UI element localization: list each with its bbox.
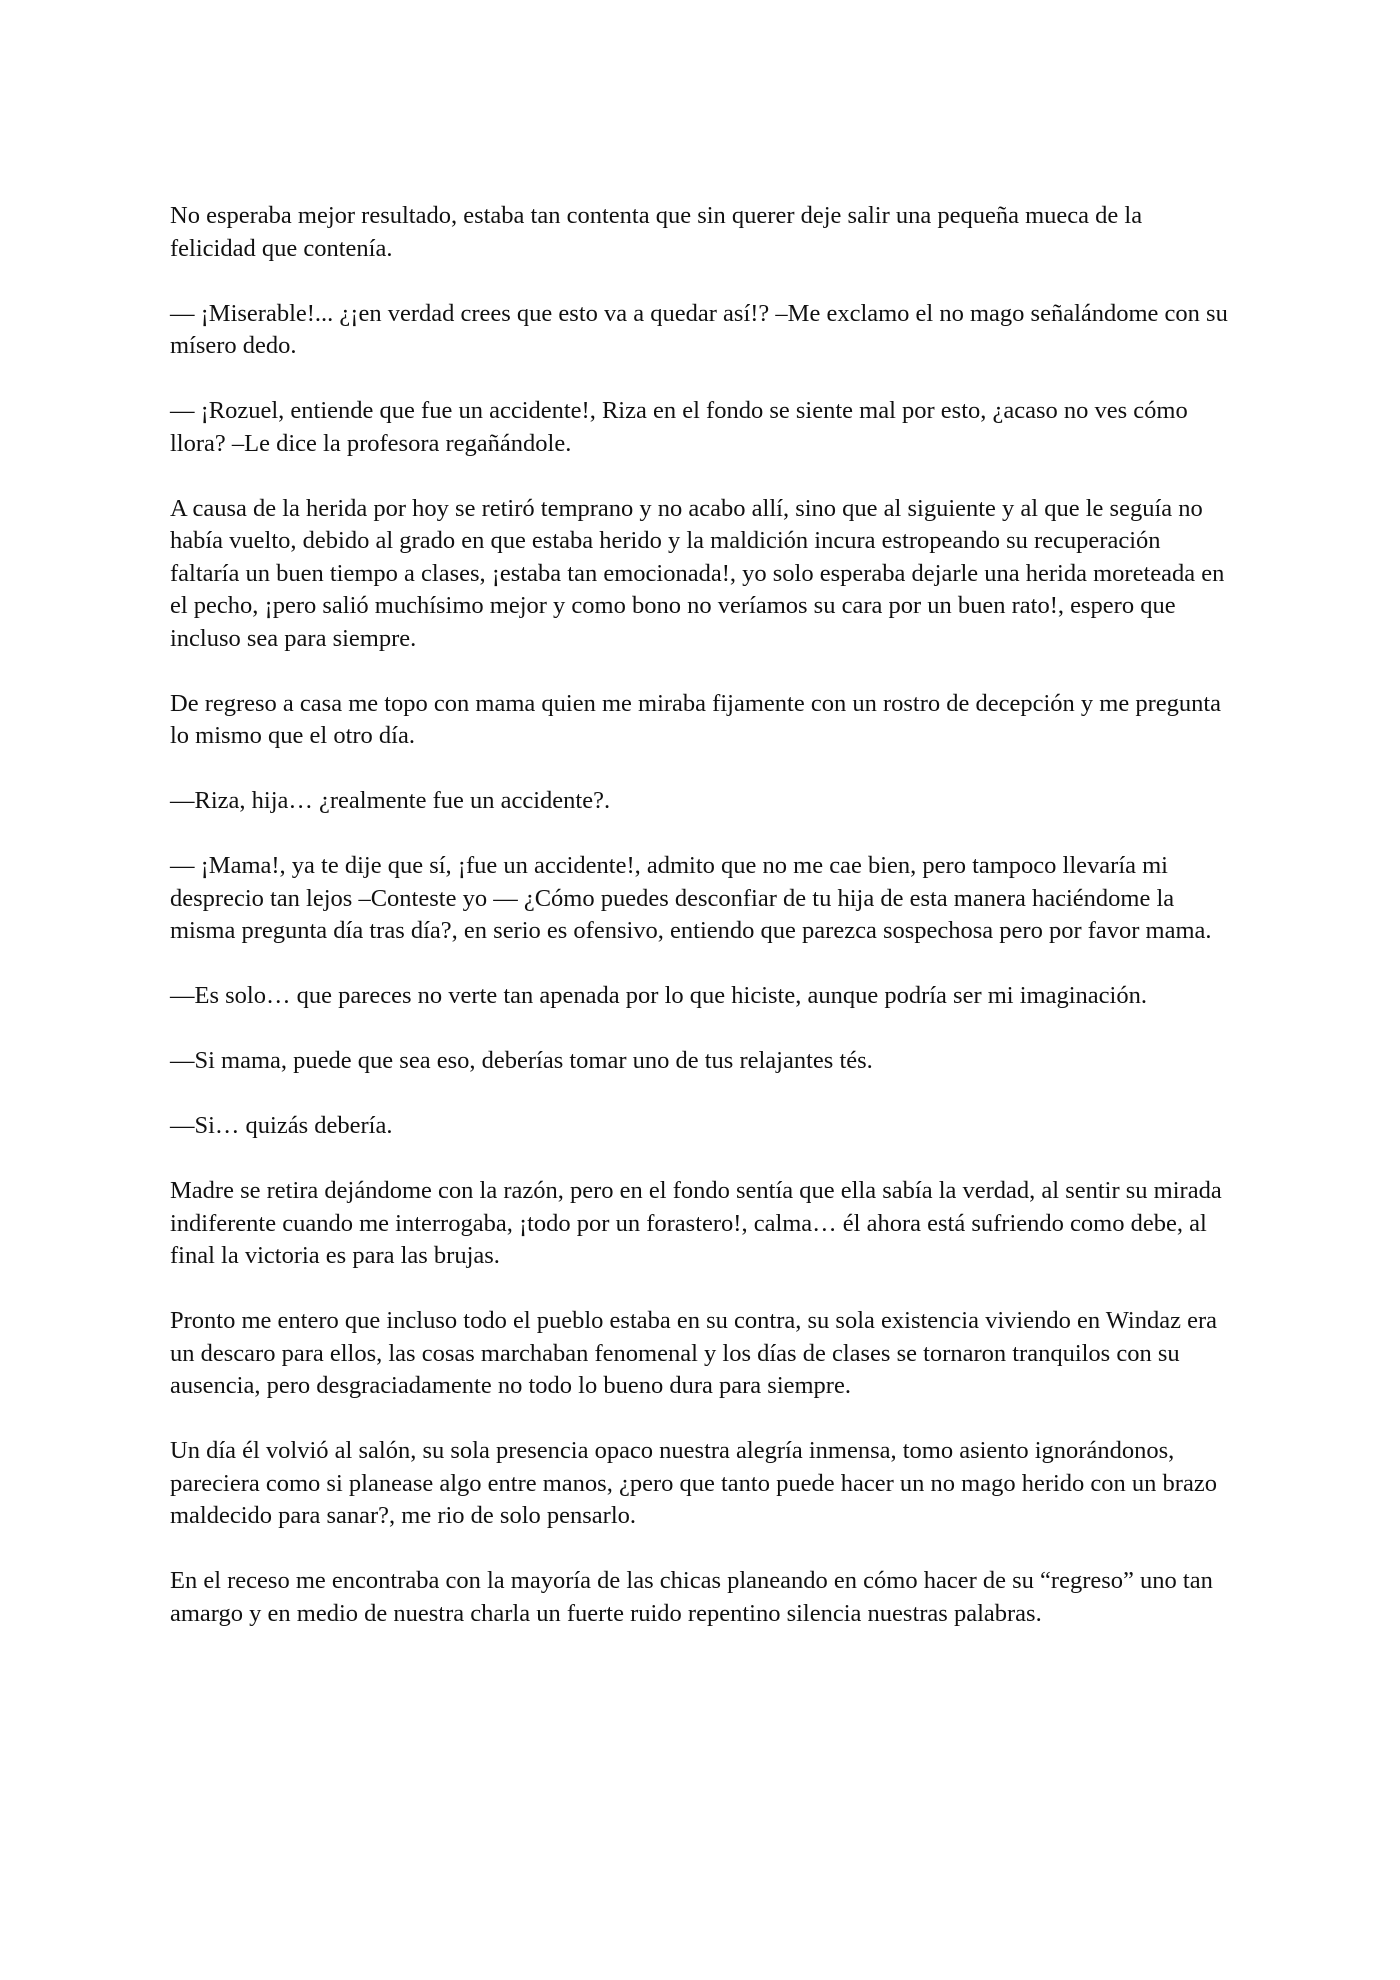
paragraph: — ¡Mama!, ya te dije que sí, ¡fue un accidente!, admito que no me cae bien, pero tampoco llevaría mi desprecio tan lejos –Conteste yo — ¿Cómo puedes desconfiar de tu hija de esta manera haciéndome la misma pregunta día tras día?, en serio es ofensivo, entiendo que parezca sospechosa pero por favor mama.	[170, 852, 1212, 944]
document-body	[170, 200, 1230, 1663]
paragraph: —Si… quizás debería.	[170, 1112, 393, 1139]
paragraph: En el receso me encontraba con la mayoría de las chicas planeando en cómo hacer de su “regreso” uno tan amargo y en medio de nuestra charla un fuerte ruido repentino silencia nuestras palabras.	[170, 1567, 1213, 1627]
paragraph: Un día él volvió al salón, su sola presencia opaco nuestra alegría inmensa, tomo asiento ignorándonos, pareciera como si planease algo entre manos, ¿pero que tanto puede hacer un no mago herido con un brazo maldecido para sanar?, me rio de solo pensarlo.	[170, 1437, 1217, 1529]
paragraph: A causa de la herida por hoy se retiró temprano y no acabo allí, sino que al siguiente y al que le seguía no había vuelto, debido al grado en que estaba herido y la maldición incura estropeando su recuperación faltaría un buen tiempo a clases, ¡estaba tan emocionada!, yo solo esperaba dejarle una herida moreteada en el pecho, ¡pero salió muchísimo mejor y como bono no veríamos su cara por un buen rato!, espero que incluso sea para siempre.	[170, 494, 1225, 652]
paragraph: No esperaba mejor resultado, estaba tan contenta que sin querer deje salir una pequeña mueca de la felicidad que contenía.	[170, 202, 1143, 262]
paragraph: — ¡Miserable!... ¿¡en verdad crees que esto va a quedar así!? –Me exclamo el no mago señalándome con su mísero dedo.	[170, 299, 1228, 359]
paragraph: De regreso a casa me topo con mama quien me miraba fijamente con un rostro de decepción y me pregunta lo mismo que el otro día.	[170, 689, 1222, 749]
paragraph: —Riza, hija… ¿realmente fue un accidente?.	[170, 787, 611, 814]
paragraph: Madre se retira dejándome con la razón, pero en el fondo sentía que ella sabía la verdad, al sentir su mirada indiferente cuando me interrogaba, ¡todo por un forastero!, calma… él ahora está sufriendo como debe, al final la victoria es para las brujas.	[170, 1177, 1222, 1269]
paragraph: —Es solo… que pareces no verte tan apenada por lo que hiciste, aunque podría ser mi imaginación.	[170, 982, 1147, 1009]
paragraph: — ¡Rozuel, entiende que fue un accidente!, Riza en el fondo se siente mal por esto, ¿acaso no ves cómo llora? –Le dice la profesora regañándole.	[170, 397, 1188, 457]
paragraph: Pronto me entero que incluso todo el pueblo estaba en su contra, su sola existencia viviendo en Windaz era un descaro para ellos, las cosas marchaban fenomenal y los días de clases se tornaron tranquilos con su ausencia, pero desgraciadamente no todo lo bueno dura para siempre.	[170, 1307, 1217, 1399]
paragraph: —Si mama, puede que sea eso, deberías tomar uno de tus relajantes tés.	[170, 1047, 873, 1074]
